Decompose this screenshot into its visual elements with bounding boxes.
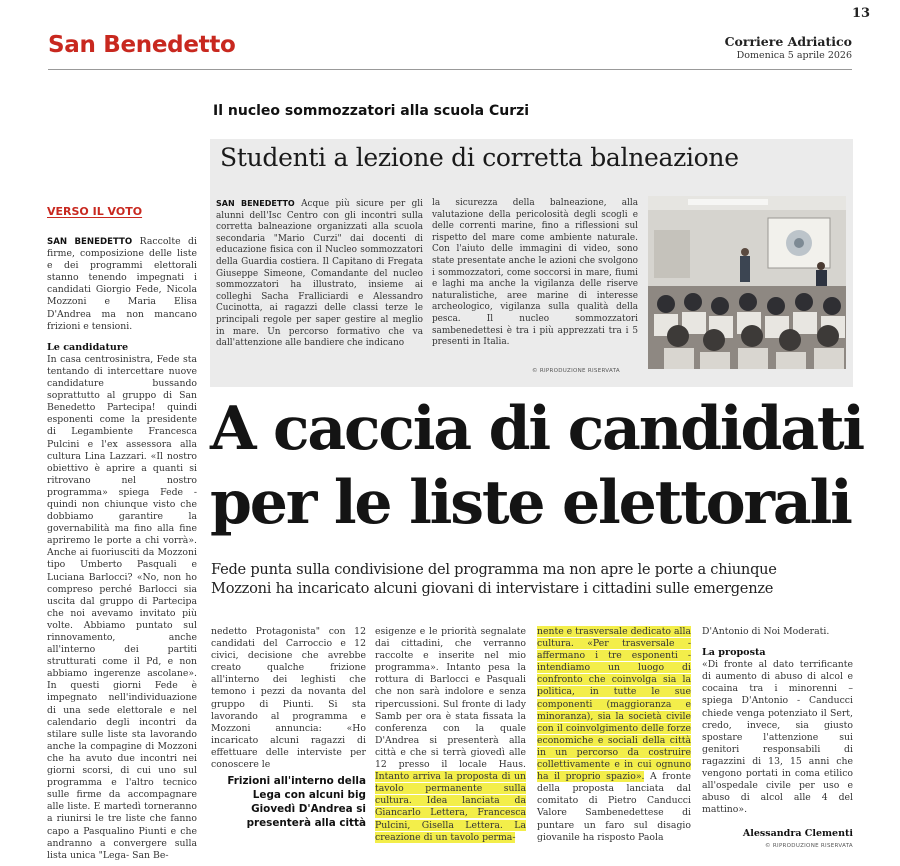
body-column-2-highlight: Intanto arriva la proposta di un tavolo permanente sulla cultura. Idea lanciata da Giancarlo Lettera, Francesca Pulcini, Gisella Lettera. La creazione di un tavolo perma- — [375, 771, 526, 843]
deck — [211, 560, 856, 598]
body-column-2-text: esigenze e le priorità segnalate dai cittadini, che verranno raccolte e inserite nel mio programma». Intanto pesa la rottura di Barlocci e Pasquali che non sarà indolore e senza ripercussioni. Sul fronte di lady Samb per ora è stata fissata la conferenza con la quale D'Andrea si presenterà alla città e che si terrà giovedì alle 12 presso il locale Haus. — [375, 626, 526, 771]
newspaper-name: Corriere Adriatico — [724, 34, 852, 49]
body-column-3-highlight: nente e trasversale dedicato alla cultura. «Per trasversale - affermano i tre esponenti - intendiamo un luogo di confronto che coinvolga sia la politica, in tutte le sue componenti (maggioranza e minoranza), sia la società civile con il coinvolgimento delle forze economiche e sociali della città in un percorso da costruire collettivamente e in cui ognuno ha il proprio spazio». — [537, 626, 692, 783]
box-column-2: la sicurezza della balneazione, alla valutazione della pericolosità degli scogli e delle correnti marine, fino a riflessioni sul rispetto del mare come ambiente naturale. Con l'aiuto delle immagini di video, sono state presentate anche le azioni che svolgono i sommozzatori, come soccorsi in mare, fiumi e laghi ma anche la vigilanza delle riserve naturalistiche, aree marine di interesse archeologico, vigilanza sulla qualità della pesca. Il nucleo sommozzatori sambenedettesi è tra i più apprezzati tra i 5 presenti in Italia. — [432, 198, 638, 348]
box-copyright: © RIPRODUZIONE RISERVATA — [532, 368, 620, 374]
body-column-4-text: «Di fronte al dato terrificante di aumento di abuso di alcol e cocaina tra i minorenni – spiega D'Antonio - Canducci chiede venga potenziato il Sert, credo, invece, sia giusto spostare l'attenzione sui genitori responsabili di ragazzini di 13, 15 anni che vengono portati in coma etilico all'ospedale civile per uso e abuso di alcol alle 4 del mattino». — [702, 659, 853, 816]
page-number: 13 — [852, 6, 871, 21]
deck-line-2: Mozzoni ha incaricato alcuni giovani di intervistare i cittadini sulle emergenze — [211, 580, 774, 597]
section-title: San Benedetto — [48, 32, 236, 58]
classroom-photo — [648, 196, 846, 369]
masthead-rule — [48, 69, 852, 70]
body-copyright: © RIPRODUZIONE RISERVATA — [765, 843, 853, 849]
box-article — [210, 139, 853, 387]
sidebar-dateline: SAN BENEDETTO — [47, 237, 133, 247]
body-column-4 — [702, 626, 853, 826]
box-column-1-text: Acque più sicure per gli alunni dell'Isc Centro con gli incontri sulla corretta balneazione organizzati alla scuola secondaria "Mario Curzi" dai docenti di educazione fisica con il Nucleo sommozzatori della Guardia costiera. Il Capitano di Fregata Giuseppe Simeone, Comandante del nucleo sommozzatori ha illustrato, insieme ai colleghi Sacha Fralliciardi e Alessandro Cucinotta, ai ragazzi delle classi terze le principali regole per saper gestire al meglio in mare. Un percorso formativo che va dall'attenzione alle bandiere che indicano — [216, 199, 423, 349]
body-column-3-text: A fronte della proposta lanciata dal comitato di Pietro Canducci Valore Sambenedettese di puntare un faro sul disagio giovanile ha risposto Paola — [537, 771, 691, 843]
headline-line-1: A caccia di candidati — [210, 394, 864, 464]
box-title: Studenti a lezione di corretta balneazione — [220, 143, 739, 172]
headline — [210, 392, 864, 540]
pullquote: Frizioni all'interno della Lega con alcuni big Giovedì D'Andrea si presenterà alla città — [227, 775, 366, 829]
classroom-photo-image — [648, 196, 846, 369]
box-dateline: SAN BENEDETTO — [216, 199, 295, 208]
sidebar-lead-text: Raccolte di firme, composizione delle liste e dei programmi elettorali stanno tenendo impegnati i candidati Giorgio Fede, Nicola Mozzoni e Maria Elisa D'Andrea ma non mancano frizioni e tensioni. — [47, 236, 197, 332]
sidebar-column — [47, 236, 197, 861]
body-column-2 — [375, 626, 526, 858]
deck-line-1: Fede punta sulla condivisione del programma ma non apre le porte a chiunque — [211, 561, 777, 578]
box-kicker: Il nucleo sommozzatori alla scuola Curzi — [213, 103, 530, 119]
body-column-4-subhead: La proposta — [702, 647, 766, 659]
body-column-3 — [537, 626, 691, 858]
author-byline: Alessandra Clementi — [742, 828, 853, 839]
sidebar-kicker: VERSO IL VOTO — [47, 205, 143, 218]
sidebar-subhead: Le candidature — [47, 341, 129, 353]
body-column-4-lead: D'Antonio di Noi Moderati. — [702, 626, 830, 637]
sidebar-body: In casa centrosinistra, Fede sta tentando di intercettare nuove candidature bussando soprattutto al gruppo di San Benedetto Partecipa! quindi esponenti come la presidente di Legambiente Francesca Pulcini e l'ex assessora alla cultura Lina Lazzari. «Il nostro obiettivo è aprire a quanti si ritrovano nel nostro programma» spiega Fede - quindi non chiunque visto che dobbiamo garantire la governabilità ma fino alla fine apriremo le porte a chi vorrà». Anche ai fuoriusciti da Mozzoni tipo Umberto Pasquali e Luciana Barlocci? «No, non ho compreso perché Barlocci sia uscita dal gruppo di Partecipa che noi avevamo invitato più volte. Abbiamo puntato sul rinnovamento, anche all'interno dei partiti strutturati come il Pd, e non abbiamo ingerenze ascolane». In questi giorni Fede è impegnato nell'individuazione di una sede elettorale e nel calendario degli incontri da stilare sulle liste sta lavorando anche la compagine di Mozzoni che ha avuto due incontri nei giorni scorsi, di cui uno sul programma e l'altro tecnico sulle firme da accompagnare alle liste. E martedì torneranno a riunirsi le tre liste che fanno capo a Pasqualino Piunti e che andranno a convergere sulla lista unica "Lega- San Be- — [47, 353, 197, 861]
box-column-1 — [216, 198, 423, 376]
body-column-1: nedetto Protagonista" con 12 candidati del Carroccio e 12 civici, decisione che avrebbe creato qualche frizione all'interno dei leghisti che temono i pezzi da novanta del gruppo di Piunti. Si sta lavorando al programma e Mozzoni annuncia: «Ho incaricato alcuni ragazzi di effettuare delle interviste per conoscere le — [211, 626, 366, 771]
publication-date: Domenica 5 aprile 2026 — [736, 50, 852, 61]
headline-line-2: per le liste elettorali — [210, 468, 851, 538]
